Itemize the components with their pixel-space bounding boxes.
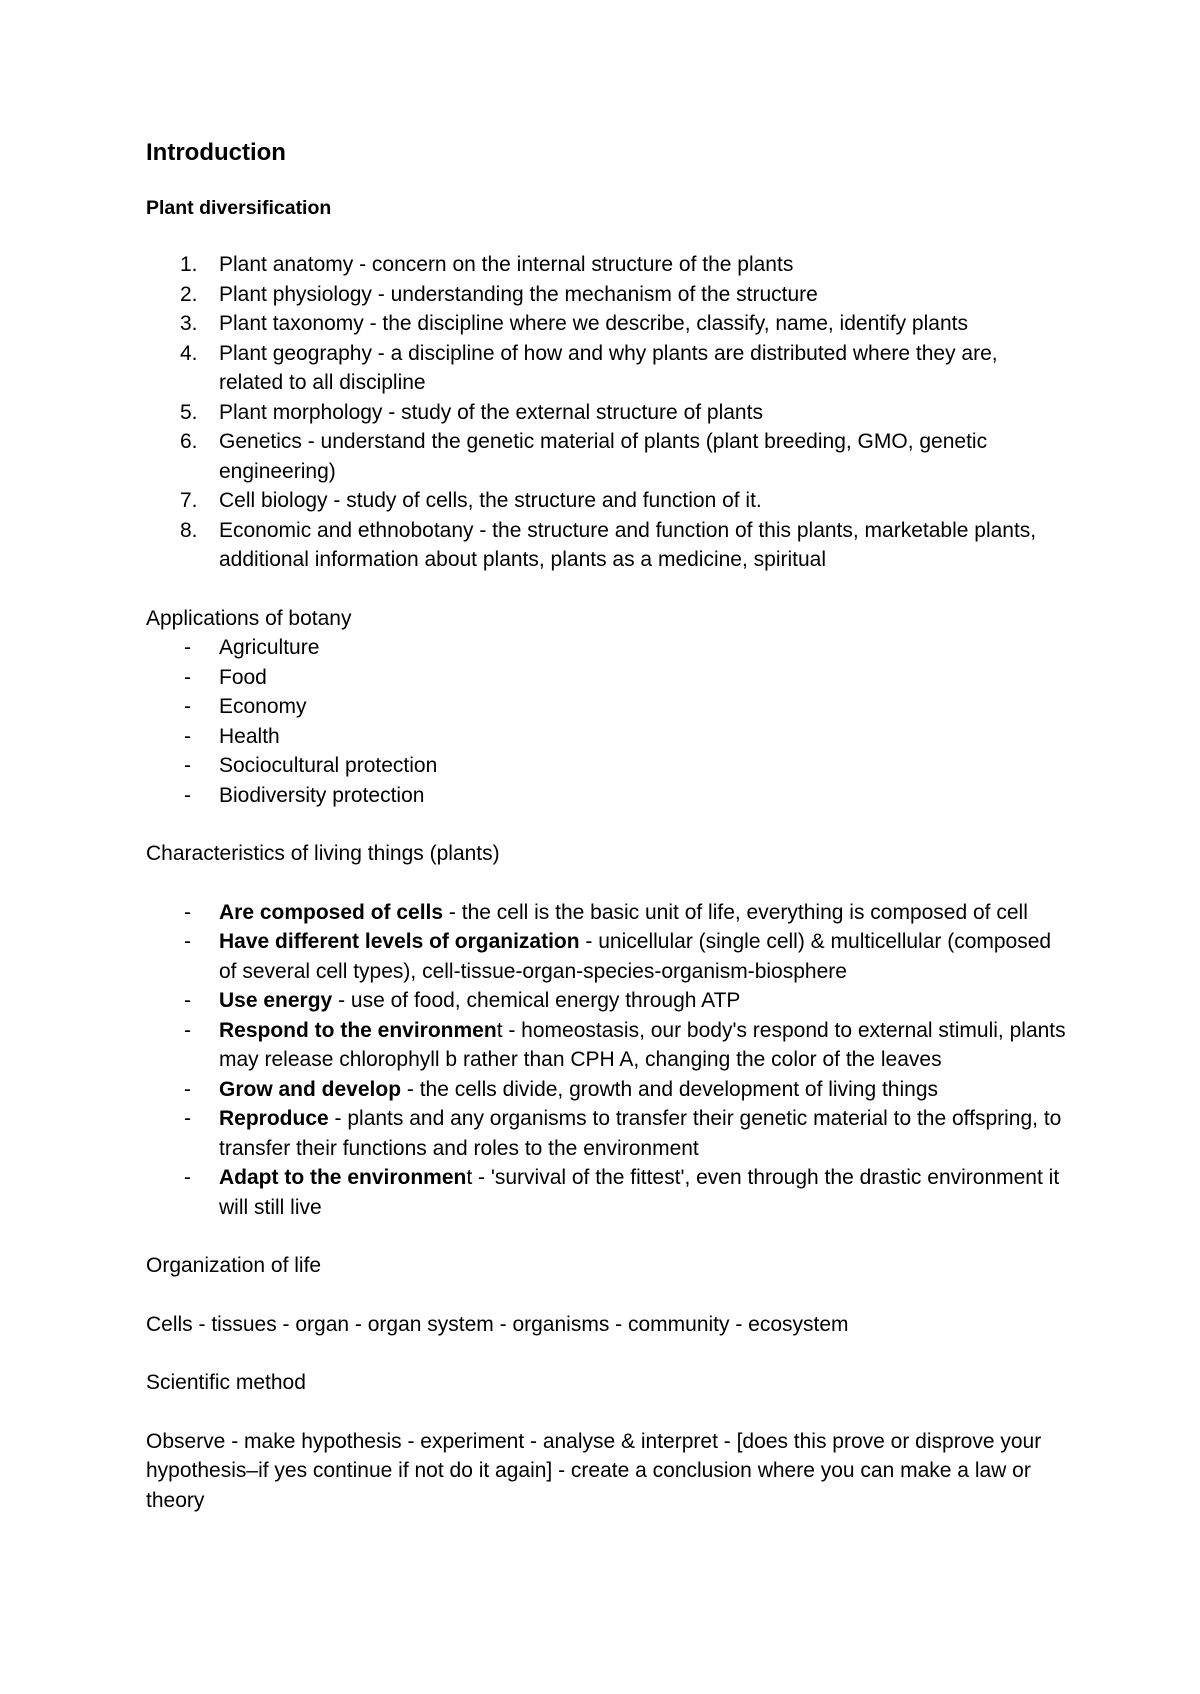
list-item-text: Economy: [219, 695, 307, 718]
list-number: 5.: [180, 400, 198, 424]
list-dash: -: [184, 783, 191, 807]
term-bold: Grow and develop: [219, 1077, 402, 1101]
list-item-text: Biodiversity protection: [219, 783, 425, 807]
list-dash: -: [184, 1018, 191, 1042]
term-description: - plants and any organisms to transfer their genetic material to the offspring, to transfer their functions and roles to the environment: [219, 1107, 1062, 1160]
list-item: [146, 339, 1066, 398]
plant-diversification-list: [146, 250, 1066, 575]
list-item: [146, 1016, 1066, 1075]
document-page: [146, 138, 1066, 1515]
list-item: [146, 280, 1066, 310]
list-dash: -: [184, 754, 191, 777]
list-item-text: Plant geography - a discipline of how and why plants are distributed where they are, related to all discipline: [219, 341, 998, 394]
list-item-text: Plant physiology - understanding the mechanism of the structure: [219, 282, 818, 306]
list-item-text: Sociocultural protection: [219, 754, 438, 777]
organization-text: Cells - tissues - organ - organ system - organisms - community - ecosystem: [146, 1312, 849, 1336]
applications-heading: Applications of botany: [146, 606, 352, 630]
term-description: - use of food, chemical energy through ATP: [332, 989, 741, 1012]
characteristics-list: [146, 898, 1066, 1223]
term-bold: Have different levels of organization: [219, 930, 580, 953]
list-number: 6.: [180, 430, 198, 453]
list-item: [146, 250, 1066, 280]
list-dash: -: [184, 636, 191, 659]
list-item-text: Genetics - understand the genetic material of plants (plant breeding, GMO, genetic engineering): [219, 430, 988, 483]
page-title: Introduction: [146, 139, 286, 166]
organization-heading: Organization of life: [146, 1254, 322, 1277]
list-dash: -: [184, 1166, 191, 1189]
term-bold: Are composed of cells: [219, 900, 444, 924]
list-item: [146, 1163, 1066, 1222]
list-item: [146, 427, 1066, 486]
list-dash: -: [184, 665, 191, 689]
list-item: [146, 986, 1066, 1016]
list-number: 8.: [180, 518, 198, 542]
list-dash: -: [184, 930, 191, 953]
list-item: [146, 751, 1066, 781]
list-number: 4.: [180, 341, 198, 365]
list-item: [146, 516, 1066, 575]
list-item-text: Plant anatomy - concern on the internal structure of the plants: [219, 253, 794, 276]
list-item: [146, 663, 1066, 693]
section-title-plant-diversification: Plant diversification: [146, 197, 332, 219]
term-description: t - 'survival of the fittest', even through the drastic environment it will still live: [219, 1166, 1060, 1219]
term-bold: Respond to the environmen: [219, 1018, 497, 1042]
list-item-text: Food: [219, 665, 267, 689]
list-dash: -: [184, 724, 191, 748]
list-dash: -: [184, 1077, 191, 1101]
term-bold: Adapt to the environmen: [219, 1166, 467, 1189]
term-bold: Reproduce: [219, 1107, 329, 1130]
list-dash: -: [184, 989, 191, 1012]
list-item: [146, 692, 1066, 722]
list-number: 2.: [180, 282, 198, 306]
characteristics-heading: Characteristics of living things (plants): [146, 842, 500, 865]
list-dash: -: [184, 900, 191, 924]
list-item-text: Agriculture: [219, 636, 320, 659]
list-item: [146, 486, 1066, 516]
applications-list: [146, 633, 1066, 810]
list-item: [146, 398, 1066, 428]
term-description: t - homeostasis, our body's respond to external stimuli, plants may release chlorophyll b rather than CPH A, changing the color of the leaves: [219, 1018, 1066, 1071]
list-item: [146, 309, 1066, 339]
list-item-text: Economic and ethnobotany - the structure and function of this plants, marketable plants, additional information about plants, plants as a medicine, spiritual: [219, 518, 1037, 571]
list-dash: -: [184, 695, 191, 718]
list-item-text: Cell biology - study of cells, the structure and function of it.: [219, 489, 762, 512]
list-item: [146, 1104, 1066, 1163]
list-item: [146, 722, 1066, 752]
list-item: [146, 633, 1066, 663]
term-description: - the cell is the basic unit of life, everything is composed of cell: [443, 900, 1028, 924]
list-item: [146, 781, 1066, 811]
list-number: 3.: [180, 312, 198, 335]
list-number: 7.: [180, 489, 198, 512]
scientific-method-heading: Scientific method: [146, 1371, 306, 1394]
list-dash: -: [184, 1107, 191, 1130]
list-item-text: Health: [219, 724, 280, 748]
term-description: - the cells divide, growth and development of living things: [401, 1077, 938, 1101]
scientific-method-text: Observe - make hypothesis - experiment - analyse & interpret - [does this prove or disprove your hypothesis–if yes continue if not do it again] - create a conclusion where you can make a law or theory: [146, 1429, 1042, 1512]
list-item: [146, 927, 1066, 986]
list-item: [146, 1075, 1066, 1105]
list-item-text: Plant taxonomy - the discipline where we describe, classify, name, identify plants: [219, 312, 968, 335]
term-bold: Use energy: [219, 989, 333, 1012]
list-number: 1.: [180, 253, 198, 276]
list-item: [146, 898, 1066, 928]
list-item-text: Plant morphology - study of the external structure of plants: [219, 400, 763, 424]
term-description: - unicellular (single cell) & multicellular (composed of several cell types), cell-tissue-organ-species-organism-biosphere: [219, 930, 1052, 983]
